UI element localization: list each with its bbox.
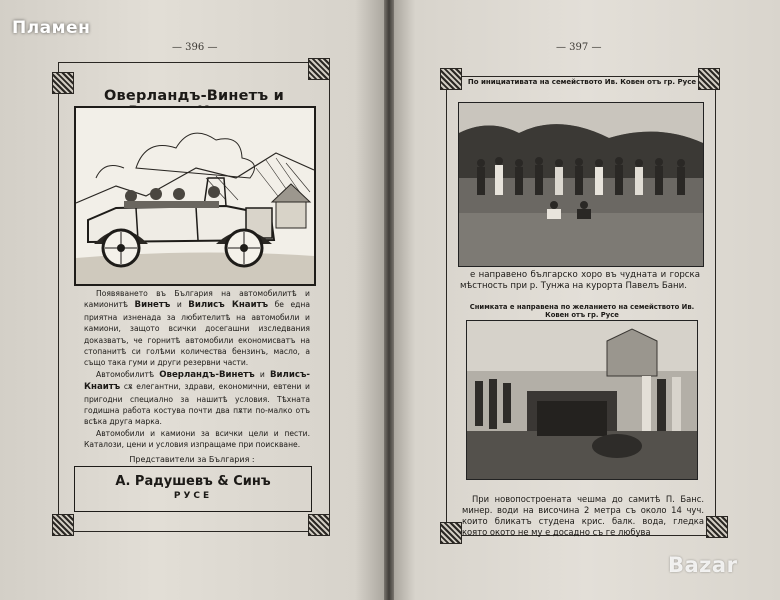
ornament-icon [308, 58, 330, 80]
advert-text-run: Автомобили и камиони за всички цели и пести. Каталози, цени и условия изпращаме при поискване. [84, 428, 310, 450]
representative-box [74, 466, 312, 512]
advert-paragraph [84, 369, 310, 428]
photo-fountain [466, 320, 698, 480]
car-illustration [74, 106, 316, 286]
caption-text: е направено българско хоро въ чудната и горска мѣстность при р. Тунжа на курорта Павелъ Бани. [460, 270, 700, 291]
watermark-logo: Bazar [668, 553, 738, 577]
seller-label: Пламен [12, 18, 91, 38]
advert-paragraph [84, 288, 310, 369]
advert-brand-name: Винетъ [134, 300, 171, 311]
photo-horo [458, 102, 704, 267]
advert-title: Оверландъ-Винетъ и [104, 88, 284, 104]
representative-city: РУСЕ [173, 491, 213, 501]
photo-header-2: Снимката е направена по желанието на семейството Ив. Ковен отъ гр. Русе [469, 303, 695, 319]
caption-text: При новопостроената чешма до самитѣ П. Банс. минер. води на височина 2 метра съ около 14 чуч. които бликатъ студена крис. балк. вода, гледка която окото не му е досадно съ ге любува [462, 494, 704, 537]
advert-text-run: сѫ елегантни, здрави, економични, евтени и пригодни специално за нашитѣ условия. Тѣхната годишна работа костува почти два пѫти по-малко отъ всѣка друга марка. [84, 382, 310, 427]
photo-caption-2 [462, 494, 704, 538]
advert-text-run: бе една приятна изненада за любителитѣ на автомобили и камиони, защото всички досегашни изследвания доказватъ, че горнитѣ автомобили економисватъ на стопанитѣ си голѣми количества бензинъ, масло, а също така гуми и други резервни части. [84, 300, 311, 368]
advert-text-run: и [170, 300, 189, 310]
advert-text [84, 288, 310, 451]
ornament-icon [308, 514, 330, 536]
advert-text-run: и [254, 369, 270, 379]
representative-name: А. Радушевъ & Синъ [115, 474, 271, 489]
photo-caption-1 [460, 270, 700, 292]
photo-header-1: По инициативата на семейството Ив. Ковен отъ гр. Русе [467, 78, 697, 86]
advert-brand-name: Вилисъ Кнаитъ [188, 300, 269, 311]
page-number-left: — 396 — [172, 42, 218, 53]
advert-text-run: Появяването въ България на автомобилитѣ и камионитѣ [84, 289, 310, 310]
ornament-icon [440, 522, 462, 544]
book-gutter [384, 0, 394, 600]
advert-brand-name: Оверландъ-Винетъ [159, 369, 255, 380]
advert-text-run: Автомобилитѣ [96, 369, 160, 379]
ornament-icon [706, 516, 728, 538]
advert-paragraph [84, 428, 310, 451]
advert-brand-name: Вилисъ-Кнаитъ [84, 369, 310, 393]
page-number-right: — 397 — [556, 42, 602, 53]
representatives-label: Представители за България : [129, 455, 255, 464]
ornament-icon [52, 514, 74, 536]
